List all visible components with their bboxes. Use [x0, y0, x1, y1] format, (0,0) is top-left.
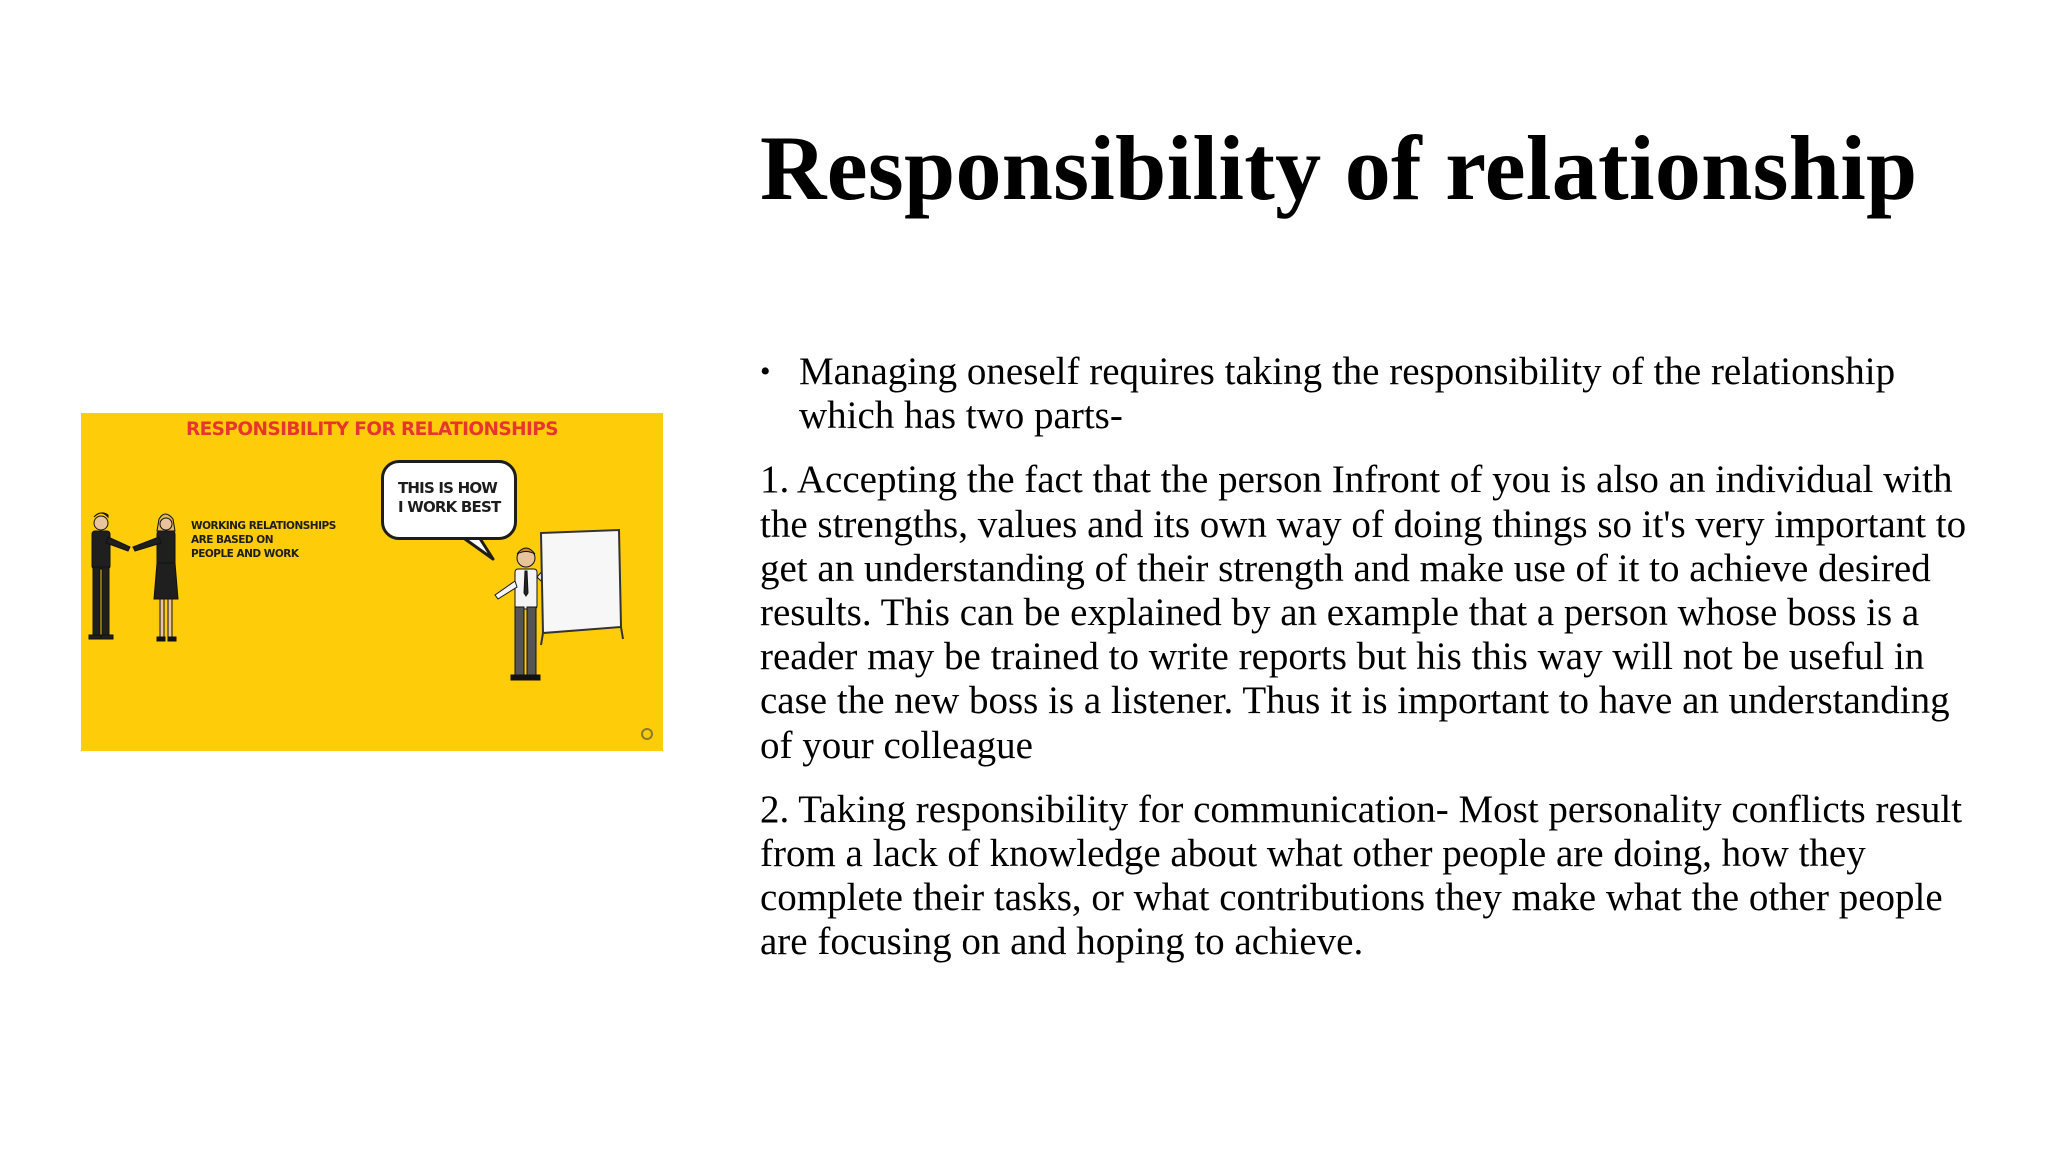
businesswoman-figure [133, 514, 178, 641]
point-1-paragraph: 1. Accepting the fact that the person Infront of you is also an individual with the strengths, values and its own way of doing things so it's very important to get an understanding of their strength and make use of it to achieve desired results. This can be explained by an example that a person whose boss is a reader may be trained to write reports but his this way will not be useful in case the new boss is a listener. Thus it is important to have an understanding of your colleague [760, 458, 1967, 767]
speech-bubble [381, 460, 517, 540]
illustration-caption: WORKING RELATIONSHIPS ARE BASED ON PEOPLE AND WORK [191, 520, 336, 560]
bullet-paragraph [760, 350, 1980, 438]
slide-title: Responsibility of relationship [760, 117, 1918, 219]
bullet-text: Managing oneself requires taking the responsibility of the relationship which has two parts- [799, 350, 1896, 438]
logo-mark [642, 729, 652, 739]
speech-bubble-tail [465, 537, 493, 559]
illustration-drawing [81, 413, 663, 751]
bullet-dot-icon: • [760, 355, 771, 388]
point-2-paragraph: 2. Taking responsibility for communication- Most personality conflicts result from a lack of knowledge about what other people are doing, how they complete their tasks, or what contributions they make what the other people are focusing on and hoping to achieve. [760, 787, 1963, 964]
speech-bubble-text: THIS IS HOW I WORK BEST [398, 479, 501, 516]
businessman-figure [89, 513, 130, 639]
slide-body [760, 350, 1980, 985]
responsibility-illustration [81, 413, 663, 751]
whiteboard [541, 530, 623, 645]
illustration-heading: RESPONSIBILITY FOR RELATIONSHIPS [186, 419, 558, 440]
